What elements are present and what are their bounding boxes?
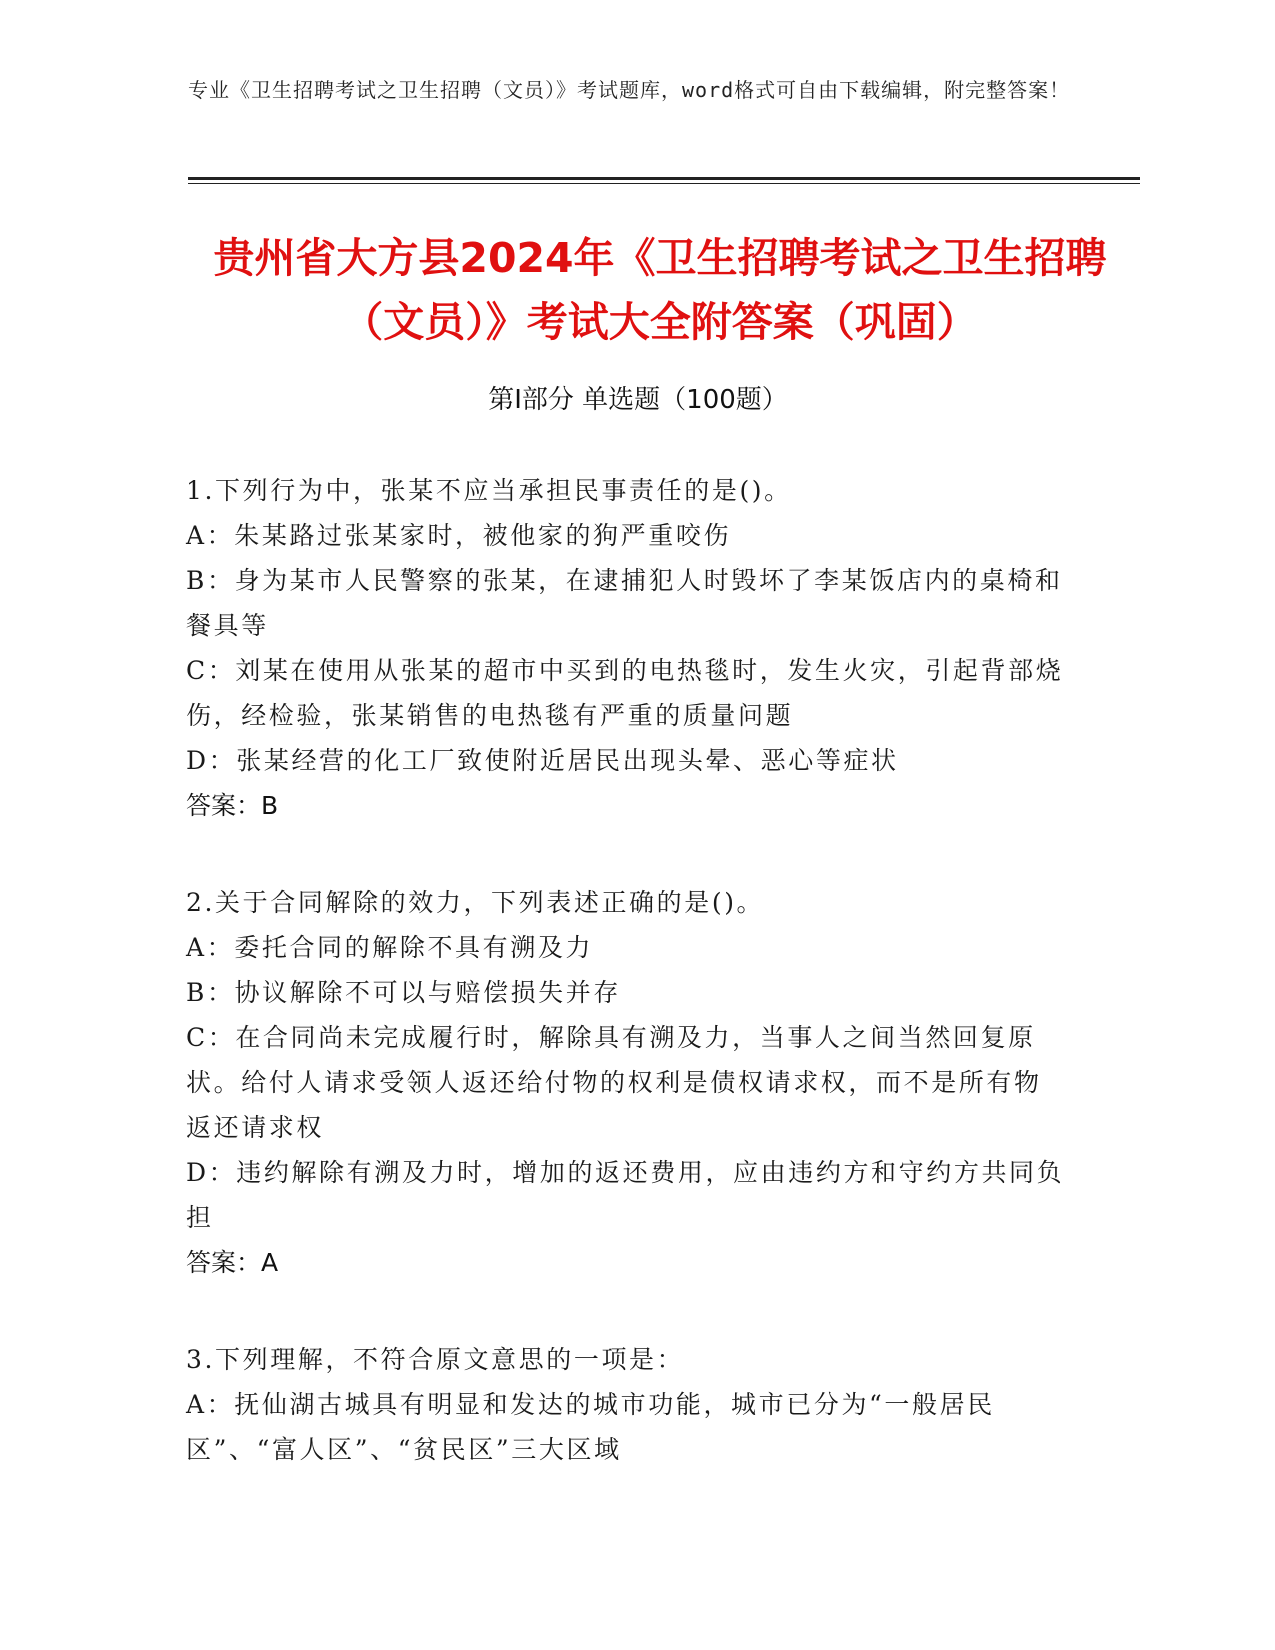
question-3 (186, 1337, 1066, 1472)
question-list (186, 468, 1066, 1524)
answer-line: 答案：A (186, 1248, 279, 1277)
option-a: A：委托合同的解除不具有溯及力 (186, 933, 594, 962)
question-2 (186, 880, 1066, 1285)
question-stem: 3.下列理解，不符合原文意思的一项是： (186, 1345, 685, 1374)
option-a: A：朱某路过张某家时，被他家的狗严重咬伤 (186, 521, 732, 550)
header-note: 专业《卫生招聘考试之卫生招聘（文员）》考试题库，word格式可自由下载编辑，附完整答案！ (188, 78, 1071, 102)
question-1 (186, 468, 1066, 828)
question-stem: 1.下列行为中，张某不应当承担民事责任的是()。 (186, 476, 792, 505)
section-heading: 第Ⅰ部分 单选题（100题） (488, 385, 788, 415)
option-b: B：身为某市人民警察的张某，在逮捕犯人时毁坏了李某饭店内的桌椅和餐具等 (186, 566, 1063, 640)
option-d: D：违约解除有溯及力时，增加的返还费用，应由违约方和守约方共同负担 (186, 1158, 1065, 1232)
option-a: A：抚仙湖古城具有明显和发达的城市功能，城市已分为“一般居民区”、“富人区”、“贫民区”三大区域 (186, 1390, 995, 1464)
option-c: C：在合同尚未完成履行时，解除具有溯及力，当事人之间当然回复原状。给付人请求受领人返还给付物的权利是债权请求权，而不是所有物返还请求权 (186, 1023, 1042, 1142)
header-divider-thin (188, 183, 1140, 184)
question-stem: 2.关于合同解除的效力，下列表述正确的是()。 (186, 888, 765, 917)
option-b: B：协议解除不可以与赔偿损失并存 (186, 978, 621, 1007)
document-title: 贵州省大方县2024年《卫生招聘考试之卫生招聘（文员）》考试大全附答案（巩固） (213, 234, 1107, 346)
header-divider-thick (188, 177, 1140, 180)
option-d: D：张某经营的化工厂致使附近居民出现头晕、恶心等症状 (186, 746, 899, 775)
answer-line: 答案：B (186, 791, 279, 820)
option-c: C：刘某在使用从张某的超市中买到的电热毯时，发生火灾，引起背部烧伤，经检验，张某销售的电热毯有严重的质量问题 (186, 656, 1064, 730)
